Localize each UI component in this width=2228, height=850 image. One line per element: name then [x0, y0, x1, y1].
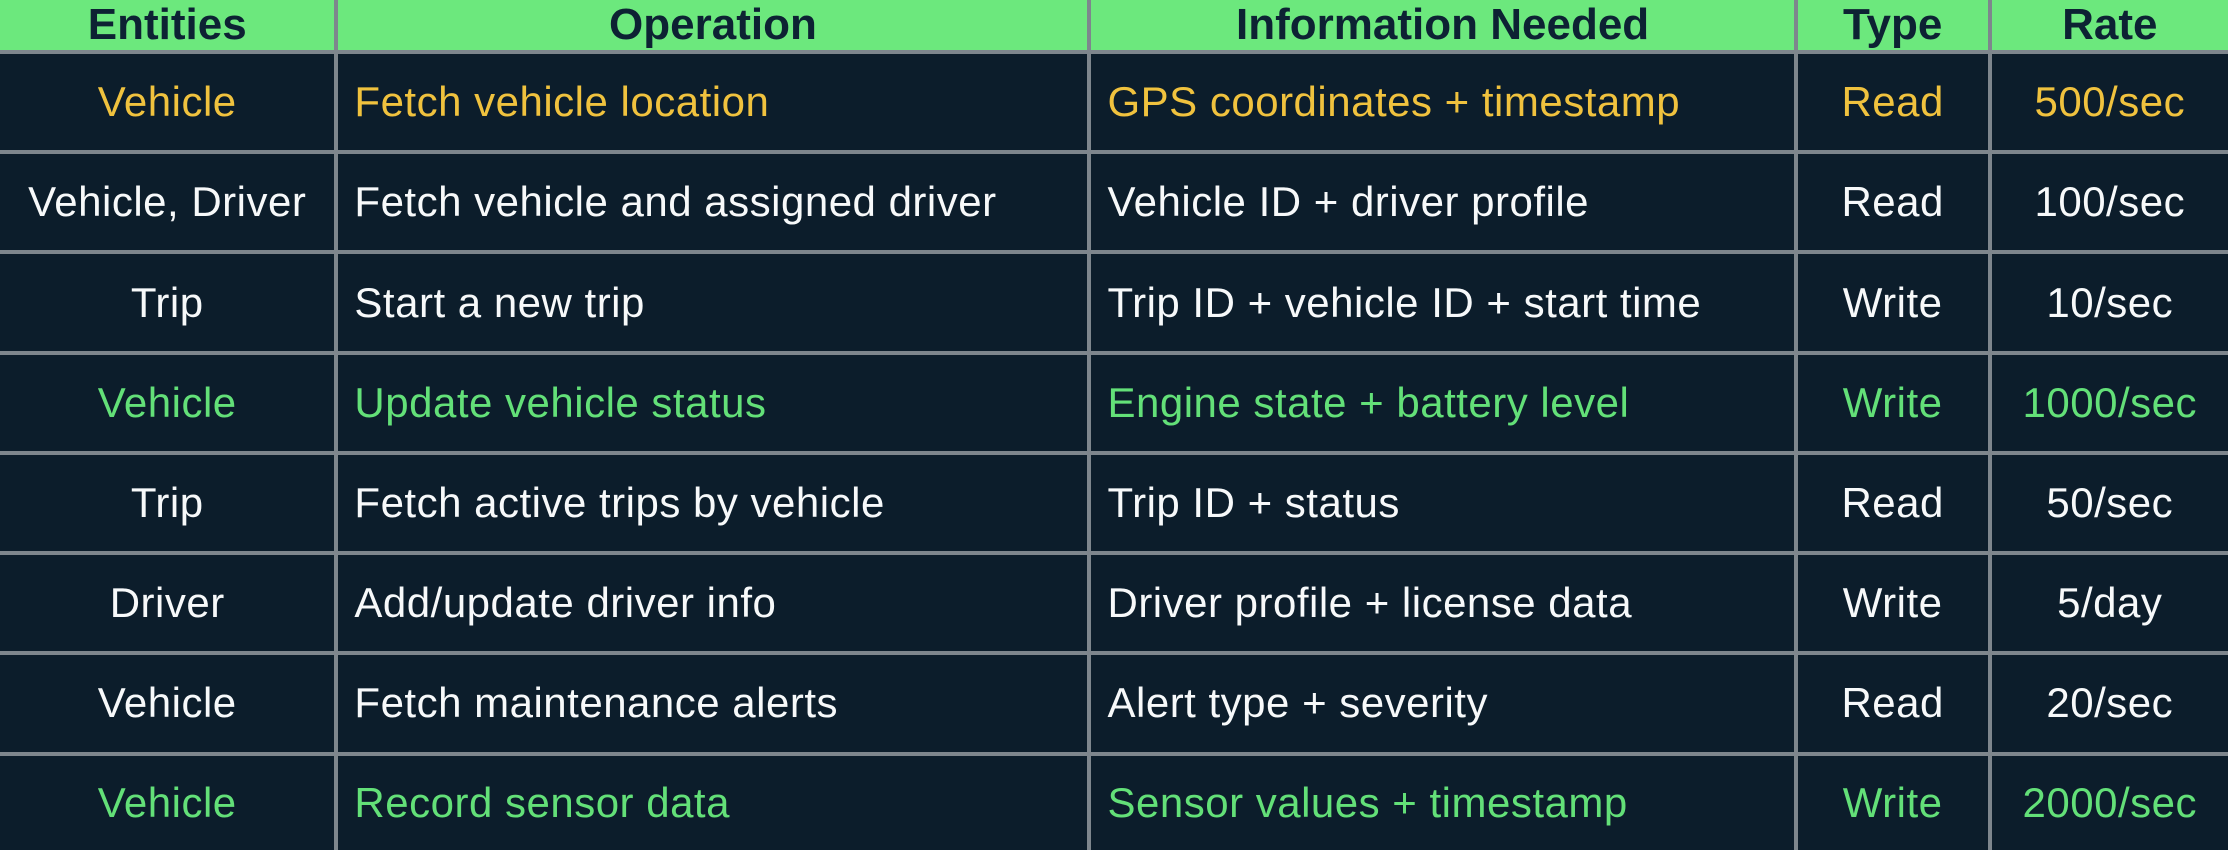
table-cell: Vehicle ID + driver profile [1089, 152, 1795, 252]
table-cell: 5/day [1990, 553, 2228, 653]
table-cell: Fetch active trips by vehicle [336, 453, 1089, 553]
table-cell: 1000/sec [1990, 353, 2228, 453]
table-cell: Read [1796, 653, 1990, 753]
table-cell: Sensor values + timestamp [1089, 754, 1795, 850]
table-cell: 50/sec [1990, 453, 2228, 553]
table-cell: Trip ID + status [1089, 453, 1795, 553]
table-row [0, 353, 2228, 453]
table-cell: Read [1796, 453, 1990, 553]
column-header-operation: Operation [336, 0, 1089, 52]
table-row [0, 152, 2228, 252]
header-row [0, 0, 2228, 52]
table-cell: Trip [0, 453, 336, 553]
table-cell: 10/sec [1990, 252, 2228, 352]
table-body [0, 52, 2228, 850]
table-cell: Start a new trip [336, 252, 1089, 352]
table-cell: Read [1796, 152, 1990, 252]
table-cell: Record sensor data [336, 754, 1089, 850]
table-cell: Vehicle [0, 754, 336, 850]
table-cell: Vehicle [0, 353, 336, 453]
table-cell: 500/sec [1990, 52, 2228, 152]
table-cell: Fetch maintenance alerts [336, 653, 1089, 753]
table-cell: Vehicle [0, 52, 336, 152]
column-header-type: Type [1796, 0, 1990, 52]
table-row [0, 553, 2228, 653]
table-cell: Write [1796, 252, 1990, 352]
table-header [0, 0, 2228, 52]
table-cell: Trip [0, 252, 336, 352]
table-cell: 100/sec [1990, 152, 2228, 252]
table-cell: Trip ID + vehicle ID + start time [1089, 252, 1795, 352]
table-cell: Fetch vehicle location [336, 52, 1089, 152]
table-cell: Write [1796, 353, 1990, 453]
table-row [0, 252, 2228, 352]
table-cell: Write [1796, 754, 1990, 850]
table-cell: 2000/sec [1990, 754, 2228, 850]
column-header-entities: Entities [0, 0, 336, 52]
table-cell: Vehicle, Driver [0, 152, 336, 252]
table-cell: 20/sec [1990, 653, 2228, 753]
table-cell: Fetch vehicle and assigned driver [336, 152, 1089, 252]
table-cell: Driver profile + license data [1089, 553, 1795, 653]
table-cell: Vehicle [0, 653, 336, 753]
column-header-rate: Rate [1990, 0, 2228, 52]
table-cell: Update vehicle status [336, 353, 1089, 453]
table-cell: Add/update driver info [336, 553, 1089, 653]
table-row [0, 453, 2228, 553]
table-cell: Alert type + severity [1089, 653, 1795, 753]
table-row [0, 754, 2228, 850]
table-cell: Write [1796, 553, 1990, 653]
table-row [0, 653, 2228, 753]
table-cell: GPS coordinates + timestamp [1089, 52, 1795, 152]
table-cell: Engine state + battery level [1089, 353, 1795, 453]
table-cell: Read [1796, 52, 1990, 152]
table-row [0, 52, 2228, 152]
column-header-information-needed: Information Needed [1089, 0, 1795, 52]
table-cell: Driver [0, 553, 336, 653]
